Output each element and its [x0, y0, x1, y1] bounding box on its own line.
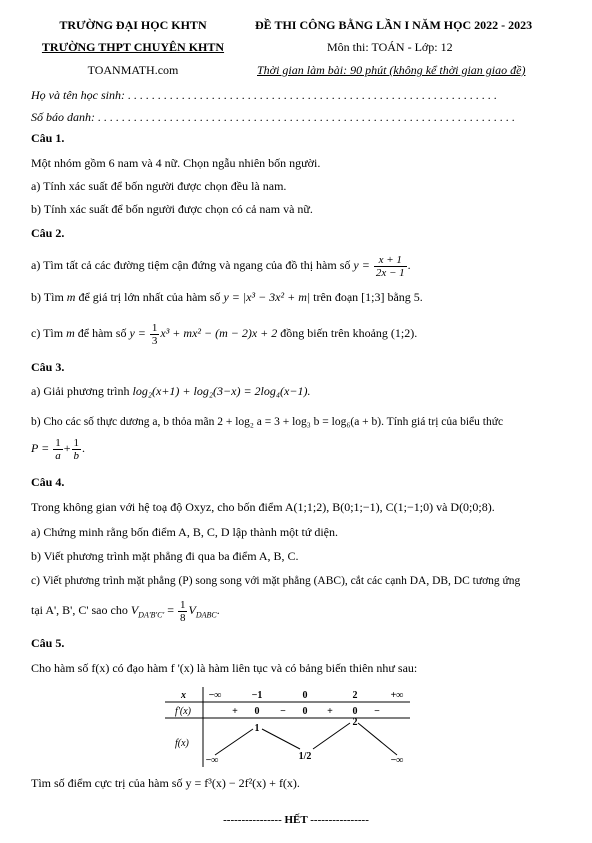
- q2c-mid: để hàm số: [77, 326, 127, 340]
- school-name: TRƯỜNG THPT CHUYÊN KHTN: [41, 40, 225, 54]
- q2c-y: y =: [129, 326, 146, 340]
- q3b-frac1-num: 1: [55, 436, 61, 449]
- q5-title: Câu 5.: [31, 636, 65, 650]
- q4c-eq: =: [167, 603, 174, 617]
- fp-sign: 0: [302, 706, 308, 717]
- q2b-pre: b) Tìm: [31, 290, 64, 304]
- exam-subject: [327, 40, 453, 55]
- footer-end: ---------------- HẾT ----------------: [223, 814, 369, 826]
- q3-part-b-expression: P = $\frac{1}{a}$ + $\frac{1}{b}$ .: [31, 436, 85, 462]
- fp-label: f'(x): [175, 706, 192, 717]
- q1-part-b: b) Tính xác suất để bốn người được chọn có cả nam và nữ.: [31, 202, 313, 216]
- q3b-frac1: [53, 437, 63, 462]
- f-label: f(x): [175, 738, 189, 749]
- q4-part-a: a) Chứng minh rằng bốn điểm A, B, C, D lập thành một tứ diện.: [31, 525, 338, 539]
- q4-title: Câu 4.: [31, 475, 65, 489]
- f-value: 1: [254, 723, 260, 734]
- q2c-post: đồng biến trên khoảng (1;2).: [280, 326, 418, 340]
- q2a-text: a) Tìm tất cả các đường tiệm cận đứng và ngang của đồ thị hàm số: [31, 258, 351, 272]
- q2c-m: m: [66, 326, 75, 340]
- fp-sign: 0: [352, 706, 358, 717]
- q3b-frac2: [72, 437, 82, 462]
- q2a-num: x + 1: [374, 254, 407, 267]
- q4c-fraction: [178, 599, 188, 624]
- x-value: 0: [302, 690, 308, 701]
- q3a-text: a) Giải phương trình: [31, 384, 130, 398]
- exam-time: Thời gian làm bài: 90 phút (không kể thời gian giao đề): [257, 63, 526, 77]
- q4-intro: Trong không gian với hệ toạ độ Oxyz, cho bốn điểm A(1;1;2), B(0;1;−1), C(1;−1;0) và D(0;0;8).: [31, 500, 495, 514]
- fp-sign: 0: [254, 706, 260, 717]
- q4-part-c-line1: c) Viết phương trình mặt phẳng (P) song song với mặt phẳng (ABC), cắt các cạnh DA, DB, DC tương ứng: [31, 575, 521, 587]
- q1-title: Câu 1.: [31, 131, 65, 145]
- university-name: TRƯỜNG ĐẠI HỌC KHTN: [59, 18, 207, 32]
- arrow-increase-1: [215, 729, 253, 755]
- q2c-num: 1: [151, 321, 158, 334]
- q2c-fn: x³ + mx² − (m − 2)x + 2: [160, 326, 278, 340]
- q3b-frac1-den: a: [55, 449, 61, 462]
- q2c-pre: c) Tìm: [31, 326, 64, 340]
- q2a-den: 2x − 1: [375, 266, 405, 279]
- x-value: +∞: [390, 690, 404, 701]
- q2b-fn: y = |x³ − 3x² + m|: [223, 290, 311, 304]
- f-value: 1/2: [298, 751, 312, 762]
- x-value: 2: [352, 690, 358, 701]
- q2-part-b: [31, 290, 423, 305]
- q5-intro: Cho hàm số f(x) có đạo hàm f '(x) là hàm liên tục và có bảng biến thiên như sau:: [31, 661, 418, 675]
- q2c-fraction: [150, 322, 160, 347]
- fp-signs-group: [232, 706, 380, 717]
- q2c-den: 3: [151, 334, 158, 347]
- q1-intro: Một nhóm gồm 6 nam và 4 nữ. Chọn ngẫu nhiên bốn người.: [31, 156, 321, 170]
- q4c-lhs-sub: DA'B'C': [138, 610, 165, 620]
- q3-part-a: [31, 384, 310, 399]
- x-label: x: [181, 690, 186, 701]
- q3a-equation: log₂(x+1) + log₂(3−x) = 2log₄(x−1).: [132, 384, 311, 398]
- exam-title: ĐỀ THI CÔNG BẰNG LẦN I NĂM HỌC 2022 - 2023: [255, 18, 533, 32]
- q3-title: Câu 3.: [31, 360, 65, 374]
- arrow-increase-2: [313, 723, 350, 749]
- fp-sign: +: [232, 706, 238, 717]
- f-value: 2: [352, 717, 358, 728]
- q4-part-c-line2: tại A', B', C' sao cho $V_{DA'B'C'}$ = $\frac{1}{8}$ $V_{DABC}$.: [31, 598, 220, 624]
- q4-part-b: b) Viết phương trình mặt phẳng đi qua ba điểm A, B, C.: [31, 549, 299, 563]
- q2b-post: trên đoạn [1;3] bằng 5.: [313, 290, 423, 304]
- q2-title: Câu 2.: [31, 226, 65, 240]
- arrow-decrease-2: [358, 723, 397, 755]
- q5-question: Tìm số điểm cực trị của hàm số y = f³(x) − 2f²(x) + f(x).: [31, 776, 300, 790]
- f-value: −∞: [205, 755, 219, 766]
- q3b-frac2-den: b: [73, 449, 79, 462]
- q2-part-c: [31, 318, 417, 348]
- variation-table: [165, 687, 410, 767]
- fp-sign: +: [327, 706, 333, 717]
- q4c-num: 1: [179, 598, 186, 611]
- q4c-pre: tại A', B', C' sao cho: [31, 603, 128, 617]
- exam-subject-text: Môn thi: TOÁN - Lớp: 12: [327, 40, 453, 54]
- q2a-y: y =: [353, 258, 370, 272]
- q4c-rhs: V: [188, 603, 196, 617]
- q2b-mid: để giá trị lớn nhất của hàm số: [78, 290, 221, 304]
- fp-sign: −: [280, 706, 286, 717]
- student-name-line: Họ và tên học sinh: . . . . . . . . . . . . . . . . . . . . . . . . . . . . . . . . . . . . . . . . . . . . . . . . . . . . . . . . . . . . . .: [31, 88, 497, 102]
- x-values-group: [209, 690, 404, 701]
- q4c-rhs-sub: DABC: [195, 610, 217, 620]
- x-value: −∞: [208, 690, 222, 701]
- q1-part-a: a) Tính xác suất để bốn người được chọn đều là nam.: [31, 179, 287, 193]
- q3b-plus: +: [63, 441, 71, 455]
- q3b-P: P =: [31, 441, 50, 455]
- q3b-frac2-num: 1: [73, 436, 79, 449]
- q2-part-a: a) Tìm tất cả các đường tiệm cận đứng và ngang của đồ thị hàm số y = $\frac{x + 1}{2x - 1}$ .: [31, 253, 411, 279]
- q3-part-b: b) Cho các số thực dương a, b thỏa mãn 2 + log₂ a = 3 + log₃ b = log₆(a + b). Tính giá trị của biểu thức: [31, 416, 504, 428]
- arrow-decrease-1: [262, 729, 300, 749]
- x-value: −1: [251, 690, 263, 701]
- fp-sign: −: [374, 706, 380, 717]
- q2b-m: m: [66, 290, 76, 304]
- q4c-den: 8: [179, 611, 186, 624]
- site-name: TOANMATH.com: [87, 63, 179, 77]
- f-value: −∞: [390, 755, 404, 766]
- q2a-fraction: [374, 254, 407, 279]
- student-id-line: Số báo danh: . . . . . . . . . . . . . . . . . . . . . . . . . . . . . . . . . . . . . . . . . . . . . . . . . . . . . . . . . . . . . . . . . . . . . .: [31, 110, 515, 124]
- q4c-lhs: V: [130, 603, 139, 617]
